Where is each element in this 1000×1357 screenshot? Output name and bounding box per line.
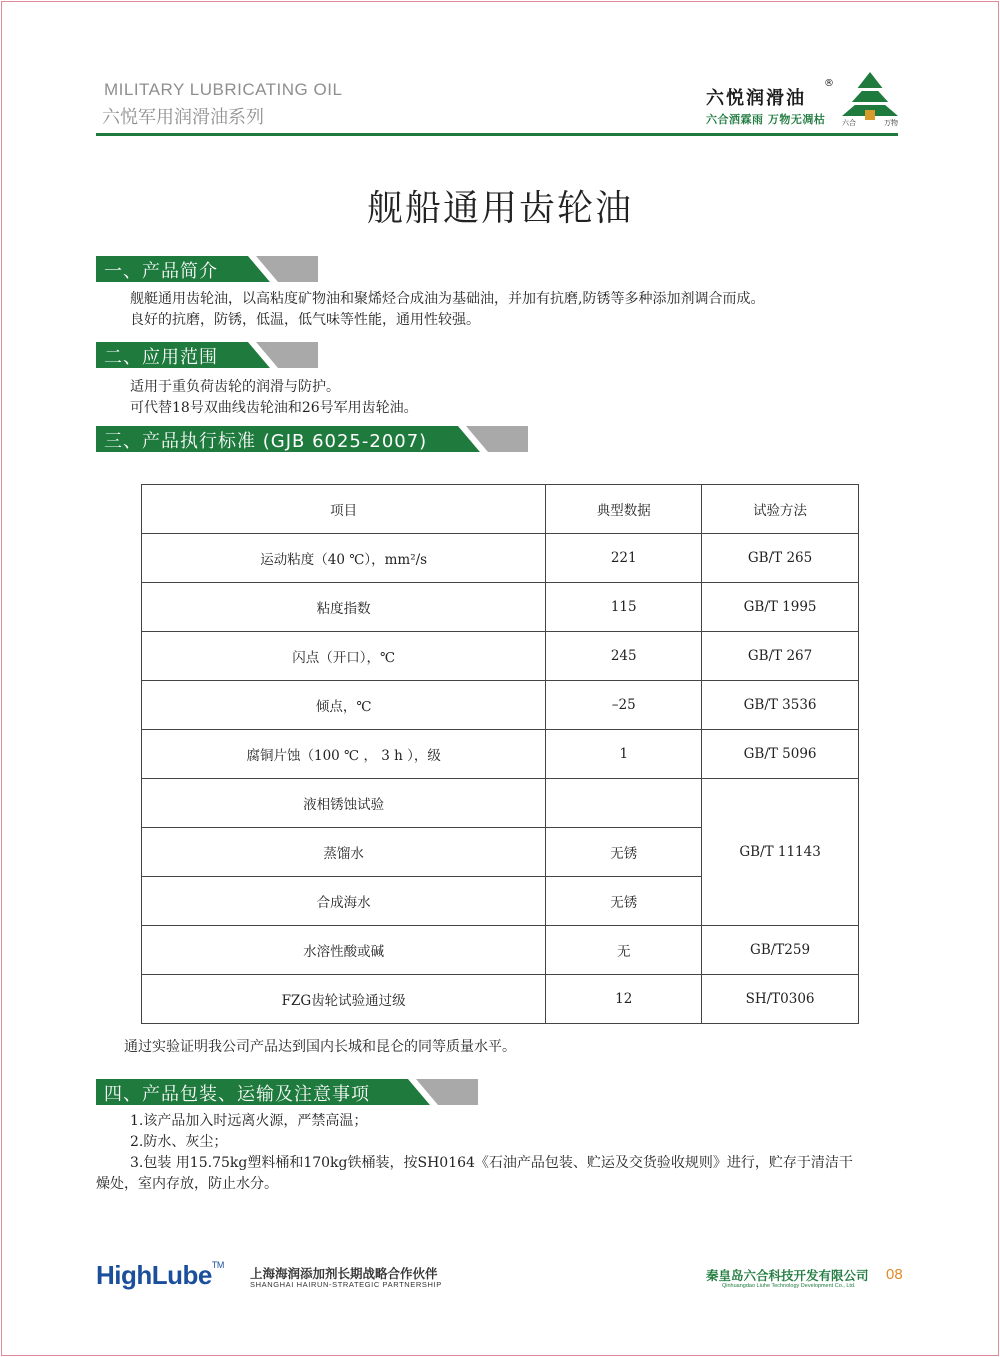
page-number: 08 [886, 1266, 903, 1283]
logo-left-text: 六合 [842, 119, 856, 127]
table-cell-method: SH/T0306 [702, 975, 859, 1024]
packaging-line-4: 燥处，室内存放，防止水分。 [96, 1176, 278, 1192]
series-title-en: MILITARY LUBRICATING OIL [104, 80, 343, 99]
table-row [142, 534, 859, 583]
packaging-line-1: 1.该产品加入时远离火源，严禁高温； [130, 1113, 368, 1129]
section-heading-label: 一、产品简介 [104, 261, 218, 282]
table-row [142, 779, 859, 828]
table-cell-value: 12 [546, 975, 702, 1024]
intro-line-2: 良好的抗磨，防锈，低温，低气味等性能，通用性较强。 [130, 312, 480, 328]
table-row [142, 730, 859, 779]
table-cell-value: 无锈 [546, 828, 702, 877]
table-cell-item: 腐铜片蚀（100 ℃ ， 3 h ），级 [142, 730, 546, 779]
packaging-line-2: 2.防水、灰尘； [130, 1134, 228, 1150]
spec-table [141, 484, 859, 1024]
partner-text-cn: 上海海润添加剂长期战略合作伙伴 [250, 1266, 438, 1281]
table-cell-method: GB/T259 [702, 926, 859, 975]
table-header-cell: 典型数据 [546, 485, 702, 534]
table-cell-method: GB/T 1995 [702, 583, 859, 632]
table-cell-item: 水溶性酸或碱 [142, 926, 546, 975]
highlube-logo-text: HighLube [96, 1260, 212, 1290]
table-cell-item: 液相锈蚀试验 [142, 779, 546, 828]
table-header-cell: 试验方法 [702, 485, 859, 534]
table-row [142, 681, 859, 730]
table-cell-value: 245 [546, 632, 702, 681]
table-cell-value [546, 779, 702, 828]
table-cell-item: 倾点，℃ [142, 681, 546, 730]
quality-note: 通过实验证明我公司产品达到国内长城和昆仑的同等质量水平。 [124, 1039, 516, 1055]
scope-line-1: 适用于重负荷齿轮的润滑与防护。 [130, 379, 340, 395]
section-heading-scope [96, 342, 318, 368]
company-logo-icon [838, 70, 902, 128]
table-cell-method: GB/T 265 [702, 534, 859, 583]
section-heading-standard [96, 426, 528, 452]
scope-line-2: 可代替18号双曲线齿轮油和26号军用齿轮油。 [130, 400, 418, 416]
company-name-cn: 秦皇岛六合科技开发有限公司 [706, 1268, 869, 1283]
table-cell-value: 1 [546, 730, 702, 779]
series-title-cn: 六悦军用润滑油系列 [102, 107, 264, 128]
table-cell-item: 粘度指数 [142, 583, 546, 632]
table-header-row [142, 485, 859, 534]
table-cell-method: GB/T 11143 [702, 779, 859, 926]
page-title: 舰船通用齿轮油 [366, 188, 633, 229]
table-cell-method: GB/T 267 [702, 632, 859, 681]
packaging-line-3: 3.包装 用15.75kg塑料桶和170kg铁桶装，按SH0164《石油产品包装、贮运及交货验收规则》进行，贮存于清洁干 [130, 1155, 853, 1171]
brand-name: 六悦润滑油 [706, 88, 806, 109]
intro-line-1: 舰艇通用齿轮油，以高粘度矿物油和聚烯烃合成油为基础油，并加有抗磨,防锈等多种添加剂调合而成。 [130, 291, 765, 307]
table-cell-item: 蒸馏水 [142, 828, 546, 877]
table-cell-value: –25 [546, 681, 702, 730]
trademark-mark: TM [211, 1260, 224, 1270]
table-cell-item: 闪点（开口），℃ [142, 632, 546, 681]
table-cell-value: 221 [546, 534, 702, 583]
section-heading-packaging [96, 1079, 478, 1105]
brand-slogan: 六合洒霖雨 万物无凋枯 [706, 113, 826, 126]
table-cell-value: 无 [546, 926, 702, 975]
table-cell-method: GB/T 3536 [702, 681, 859, 730]
table-cell-item: 合成海水 [142, 877, 546, 926]
table-cell-item: FZG齿轮试验通过级 [142, 975, 546, 1024]
table-header-cell: 项目 [142, 485, 546, 534]
table-cell-value: 无锈 [546, 877, 702, 926]
section-heading-label: 四、产品包装、运输及注意事项 [104, 1084, 370, 1105]
table-cell-item: 运动粘度（40 ℃），mm²/s [142, 534, 546, 583]
table-cell-method: GB/T 5096 [702, 730, 859, 779]
table-row [142, 926, 859, 975]
section-heading-intro [96, 256, 318, 282]
company-name-en: Qinhuangdao Liuhe Technology Development Co., Ltd. [722, 1283, 856, 1289]
table-row [142, 583, 859, 632]
registered-mark: ® [824, 78, 834, 89]
section-heading-label: 二、应用范围 [104, 347, 218, 368]
table-row [142, 975, 859, 1024]
table-row [142, 632, 859, 681]
header-divider [96, 133, 898, 136]
table-cell-value: 115 [546, 583, 702, 632]
section-heading-label: 三、产品执行标准 (GJB 6025-2007) [104, 431, 428, 452]
highlube-logo [96, 1260, 224, 1291]
logo-right-text: 万物 [884, 119, 898, 127]
partner-text-en: SHANGHAI HAIRUN-STRATEGIC PARTNERSHIP [250, 1280, 442, 1289]
